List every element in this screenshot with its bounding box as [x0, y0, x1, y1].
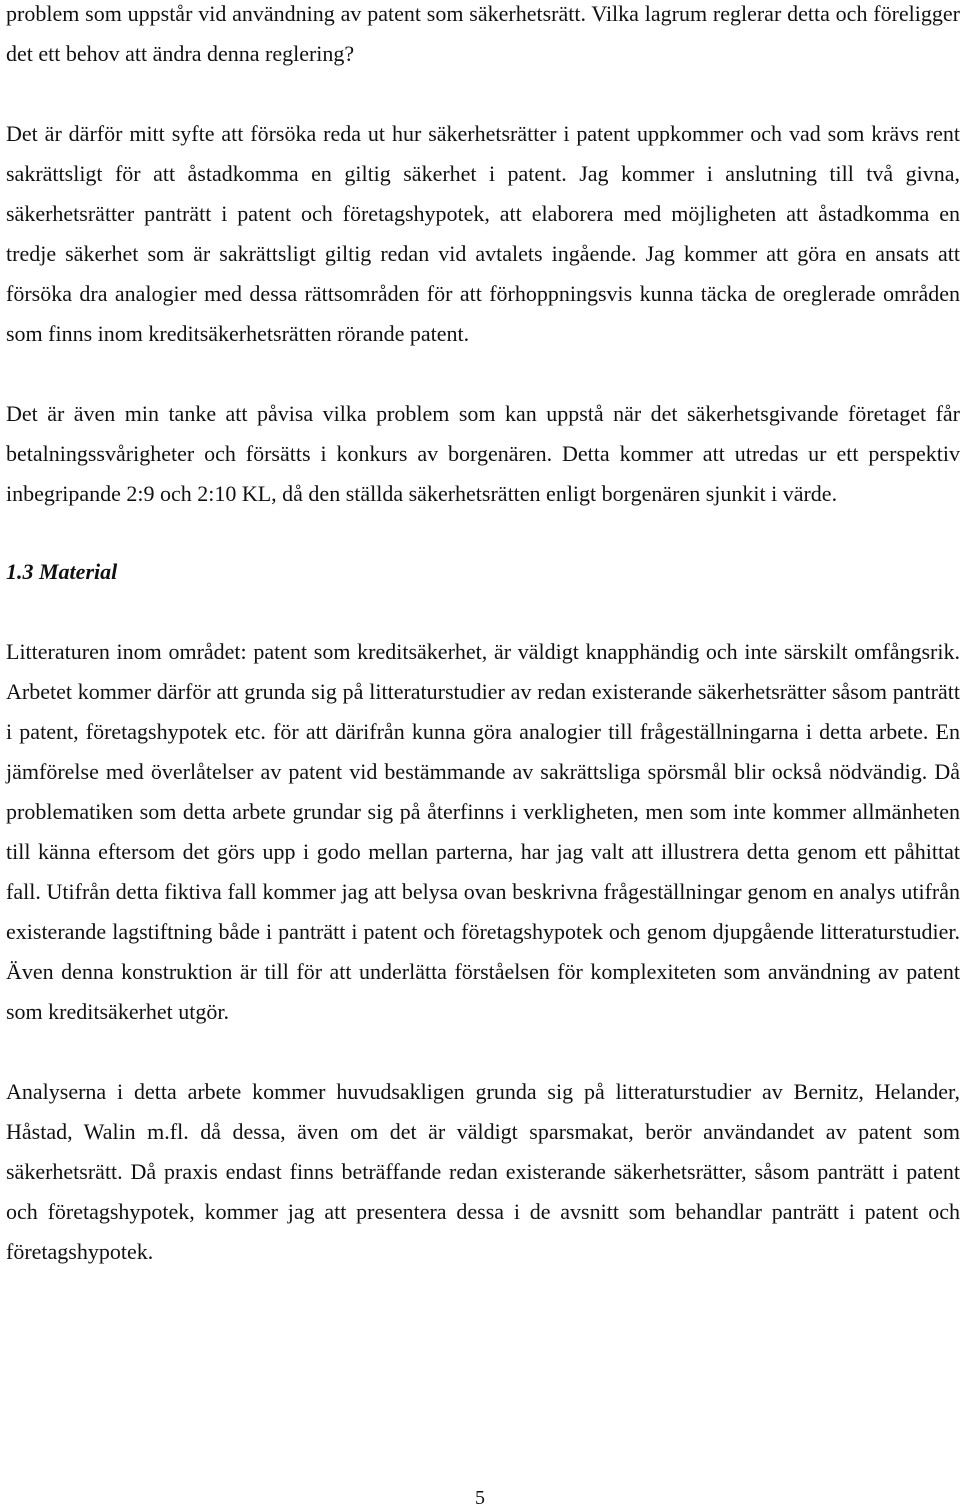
body-paragraph: Det är därför mitt syfte att försöka reda ut hur säkerhetsrätter i patent uppkommer och vad som krävs rent sakrättsligt för att åstadkomma en giltig säkerhet i patent. Jag kommer i anslutning till två givna, säkerhetsrätter panträtt i patent och företagshypotek, att elaborera med möjligheten att åstadkomma en tredje säkerhet som är sakrättsligt giltig redan vid avtalets ingående. Jag kommer att göra en ansats att försöka dra analogier med dessa rättsområden för att förhoppningsvis kunna täcka de oreglerade områden som finns inom kreditsäkerhetsrätten rörande patent.: [6, 121, 960, 346]
document-page: [6, 0, 960, 1272]
section-heading: 1.3 Material: [6, 559, 118, 584]
body-paragraph: Det är även min tanke att påvisa vilka problem som kan uppstå när det säkerhetsgivande företaget får betalningssvårigheter och försätts i konkurs av borgenären. Detta kommer att utredas ur ett perspektiv inbegripande 2:9 och 2:10 KL, då den ställda säkerhetsrätten enligt borgenären sjunkit i värde.: [6, 401, 960, 506]
body-paragraph: Litteraturen inom området: patent som kreditsäkerhet, är väldigt knapphändig och inte särskilt omfångsrik. Arbetet kommer därför att grunda sig på litteraturstudier av redan existerande säkerhetsrätter såsom panträtt i patent, företagshypotek etc. för att därifrån kunna göra analogier till frågeställningarna i detta arbete. En jämförelse med överlåtelser av patent vid bestämmande av sakrättsliga spörsmål blir också nödvändig. Då problematiken som detta arbete grundar sig på återfinns i verkligheten, men som inte kommer allmänheten till känna eftersom det görs upp i godo mellan parterna, har jag valt att illustrera detta genom ett påhittat fall. Utifrån detta fiktiva fall kommer jag att belysa ovan beskrivna frågeställningar genom en analys utifrån existerande lagstiftning både i panträtt i patent och företagshypotek och genom djupgående litteraturstudier. Även denna konstruktion är till för att underlätta förståelsen för komplexiteten som användning av patent som kreditsäkerhet utgör.: [6, 639, 960, 1024]
paragraph-spacer: [6, 1032, 960, 1072]
paragraph-spacer: [6, 74, 960, 114]
body-paragraph: problem som uppstår vid användning av patent som säkerhetsrätt. Vilka lagrum reglerar detta och föreligger det ett behov att ändra denna reglering?: [6, 1, 960, 66]
body-paragraph: Analyserna i detta arbete kommer huvudsakligen grunda sig på litteraturstudier av Bernitz, Helander, Håstad, Walin m.fl. då dessa, även om det är väldigt sparsmakat, berör användandet av patent som säkerhetsrätt. Då praxis endast finns beträffande redan existerande säkerhetsrätter, såsom panträtt i patent och företagshypotek, kommer jag att presentera dessa i de avsnitt som behandlar panträtt i patent och företagshypotek.: [6, 1079, 960, 1264]
page-number: 5: [475, 1487, 485, 1509]
paragraph-spacer: [6, 354, 960, 394]
paragraph-spacer: [6, 592, 960, 632]
